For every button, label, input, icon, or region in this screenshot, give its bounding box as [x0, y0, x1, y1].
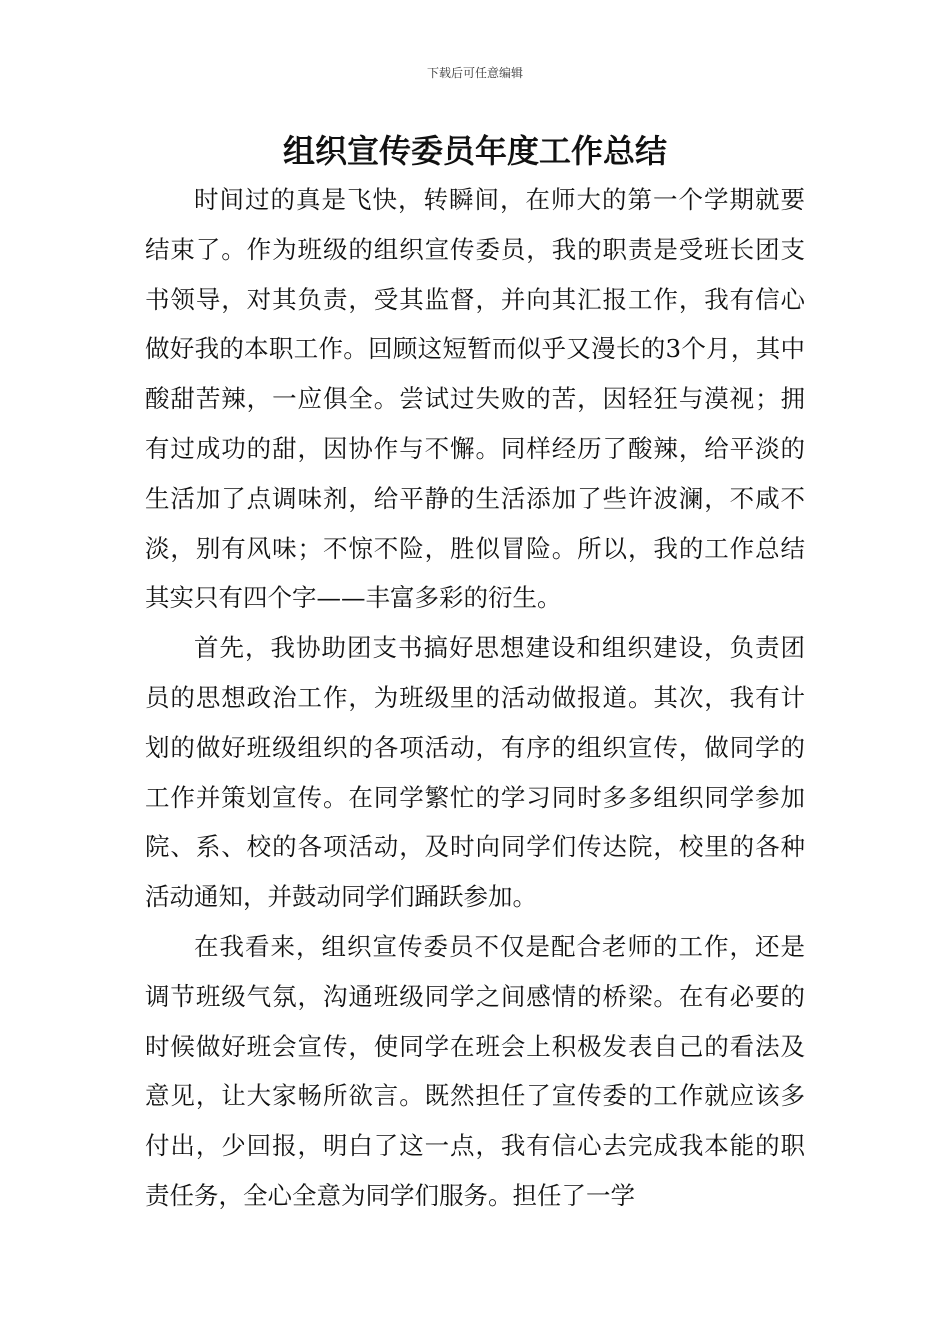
paragraph-3: 在我看来，组织宣传委员不仅是配合老师的工作，还是调节班级气氛，沟通班级同学之间感情的桥梁。在有必要的时候做好班会宣传，使同学在班会上积极发表自己的看法及意见，让大家畅所欲言。既然担任了宣传委的工作就应该多付出，少回报，明白了这一点，我有信心去完成我本能的职责任务，全心全意为同学们服务。担任了一学 — [145, 931, 805, 1210]
document-body — [145, 175, 805, 1221]
paragraph-2: 首先，我协助团支书搞好思想建设和组织建设，负责团员的思想政治工作，为班级里的活动做报道。其次，我有计划的做好班级组织的各项活动，有序的组织宣传，做同学的工作并策划宣传。在同学繁忙的学习同时多多组织同学参加院、系、校的各项活动，及时向同学们传达院，校里的各种活动通知，并鼓动同学们踊跃参加。 — [145, 633, 805, 912]
document-title: 组织宣传委员年度工作总结 — [282, 132, 667, 170]
header-note: 下载后可任意编辑 — [426, 66, 523, 80]
paragraph-1: 时间过的真是飞快，转瞬间，在师大的第一个学期就要结束了。作为班级的组织宣传委员，我的职责是受班长团支书领导，对其负责，受其监督，并向其汇报工作，我有信心做好我的本职工作。回顾这短暂而似乎又漫长的3个月，其中酸甜苦辣，一应俱全。尝试过失败的苦，因轻狂与漠视；拥有过成功的甜，因协作与不懈。同样经历了酸辣，给平淡的生活加了点调味剂，给平静的生活添加了些许波澜，不咸不淡，别有风味；不惊不险，胜似冒险。所以，我的工作总结其实只有四个字——丰富多彩的衍生。 — [145, 185, 805, 613]
